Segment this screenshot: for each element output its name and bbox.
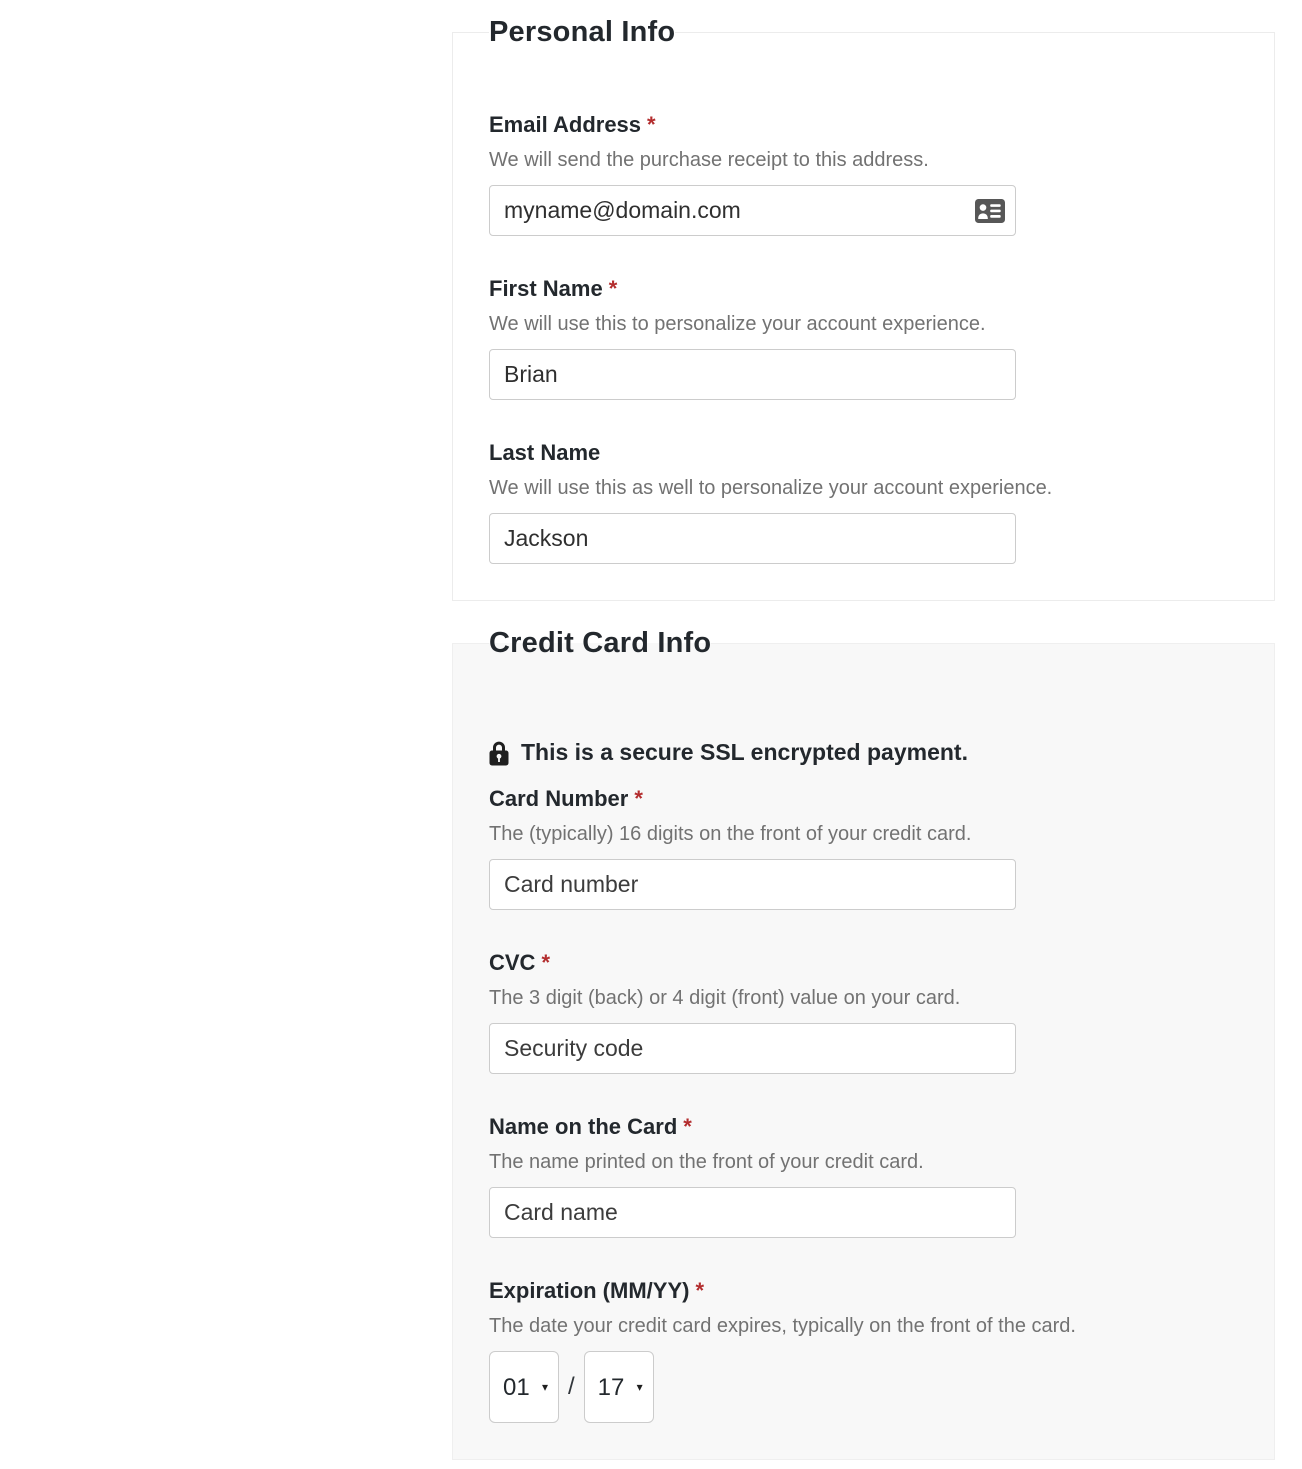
email-field-group (489, 112, 1238, 236)
email-input[interactable] (489, 185, 1016, 236)
chevron-down-icon: ▾ (541, 1380, 548, 1394)
card-name-description: The name printed on the front of your credit card. (489, 1151, 924, 1173)
credit-card-heading: Credit Card Info (489, 627, 712, 659)
required-asterisk: * (541, 950, 551, 975)
expiration-field-group (489, 1278, 1238, 1423)
ssl-secure-notice (489, 739, 1238, 766)
card-number-description: The (typically) 16 digits on the front of your credit card. (489, 823, 972, 845)
card-name-label-text: Name on the Card (489, 1114, 678, 1139)
required-asterisk: * (695, 1278, 705, 1303)
chevron-down-icon: ▾ (636, 1380, 643, 1394)
last-name-input-wrap (489, 513, 1016, 564)
card-number-label-text: Card Number (489, 786, 629, 811)
required-asterisk: * (608, 276, 618, 301)
required-asterisk: * (683, 1114, 692, 1139)
last-name-input[interactable] (489, 513, 1016, 564)
cvc-label (489, 950, 1238, 976)
cvc-label-text: CVC (489, 950, 536, 975)
first-name-input[interactable] (489, 349, 1016, 400)
card-name-input-wrap (489, 1187, 1016, 1238)
required-asterisk: * (647, 112, 656, 137)
last-name-field-group (489, 440, 1238, 564)
card-number-field-group (489, 786, 1238, 910)
expiration-month-select[interactable] (489, 1351, 559, 1423)
first-name-input-wrap (489, 349, 1016, 400)
last-name-description: We will use this as well to personalize your account experience. (489, 477, 1053, 499)
expiration-row (489, 1351, 1238, 1423)
cvc-description: The 3 digit (back) or 4 digit (front) value on your card. (489, 987, 961, 1009)
lock-icon (489, 739, 509, 766)
contact-card-autofill-icon[interactable] (975, 199, 1005, 223)
required-asterisk: * (634, 786, 643, 811)
cvc-input-wrap (489, 1023, 1016, 1074)
cvc-input[interactable] (489, 1023, 1016, 1074)
expiration-label-text: Expiration (MM/YY) (489, 1278, 690, 1303)
expiration-label (489, 1278, 1238, 1304)
expiration-year-wrap (584, 1351, 654, 1423)
card-number-input[interactable] (489, 859, 1016, 910)
personal-info-heading: Personal Info (489, 16, 676, 48)
credit-card-section (452, 625, 1275, 1460)
expiration-separator: / (568, 1373, 575, 1400)
expiration-month-wrap (489, 1351, 559, 1423)
last-name-label (489, 440, 1238, 466)
email-description: We will send the purchase receipt to this address. (489, 149, 929, 171)
expiration-year-select[interactable] (584, 1351, 654, 1423)
card-name-input[interactable] (489, 1187, 1016, 1238)
first-name-label (489, 276, 1238, 302)
first-name-description: We will use this to personalize your account experience. (489, 313, 986, 335)
cvc-field-group (489, 950, 1238, 1074)
card-number-input-wrap (489, 859, 1016, 910)
email-label (489, 112, 1238, 138)
card-number-label (489, 786, 1238, 812)
email-input-wrap (489, 185, 1016, 236)
expiration-description: The date your credit card expires, typically on the front of the card. (489, 1315, 1076, 1337)
first-name-field-group (489, 276, 1238, 400)
personal-info-section (452, 14, 1275, 601)
card-name-label (489, 1114, 1238, 1140)
card-name-field-group (489, 1114, 1238, 1238)
email-label-text: Email Address (489, 112, 642, 137)
first-name-label-text: First Name (489, 276, 603, 301)
last-name-label-text: Last Name (489, 440, 601, 465)
ssl-notice-text: This is a secure SSL encrypted payment. (521, 739, 968, 765)
